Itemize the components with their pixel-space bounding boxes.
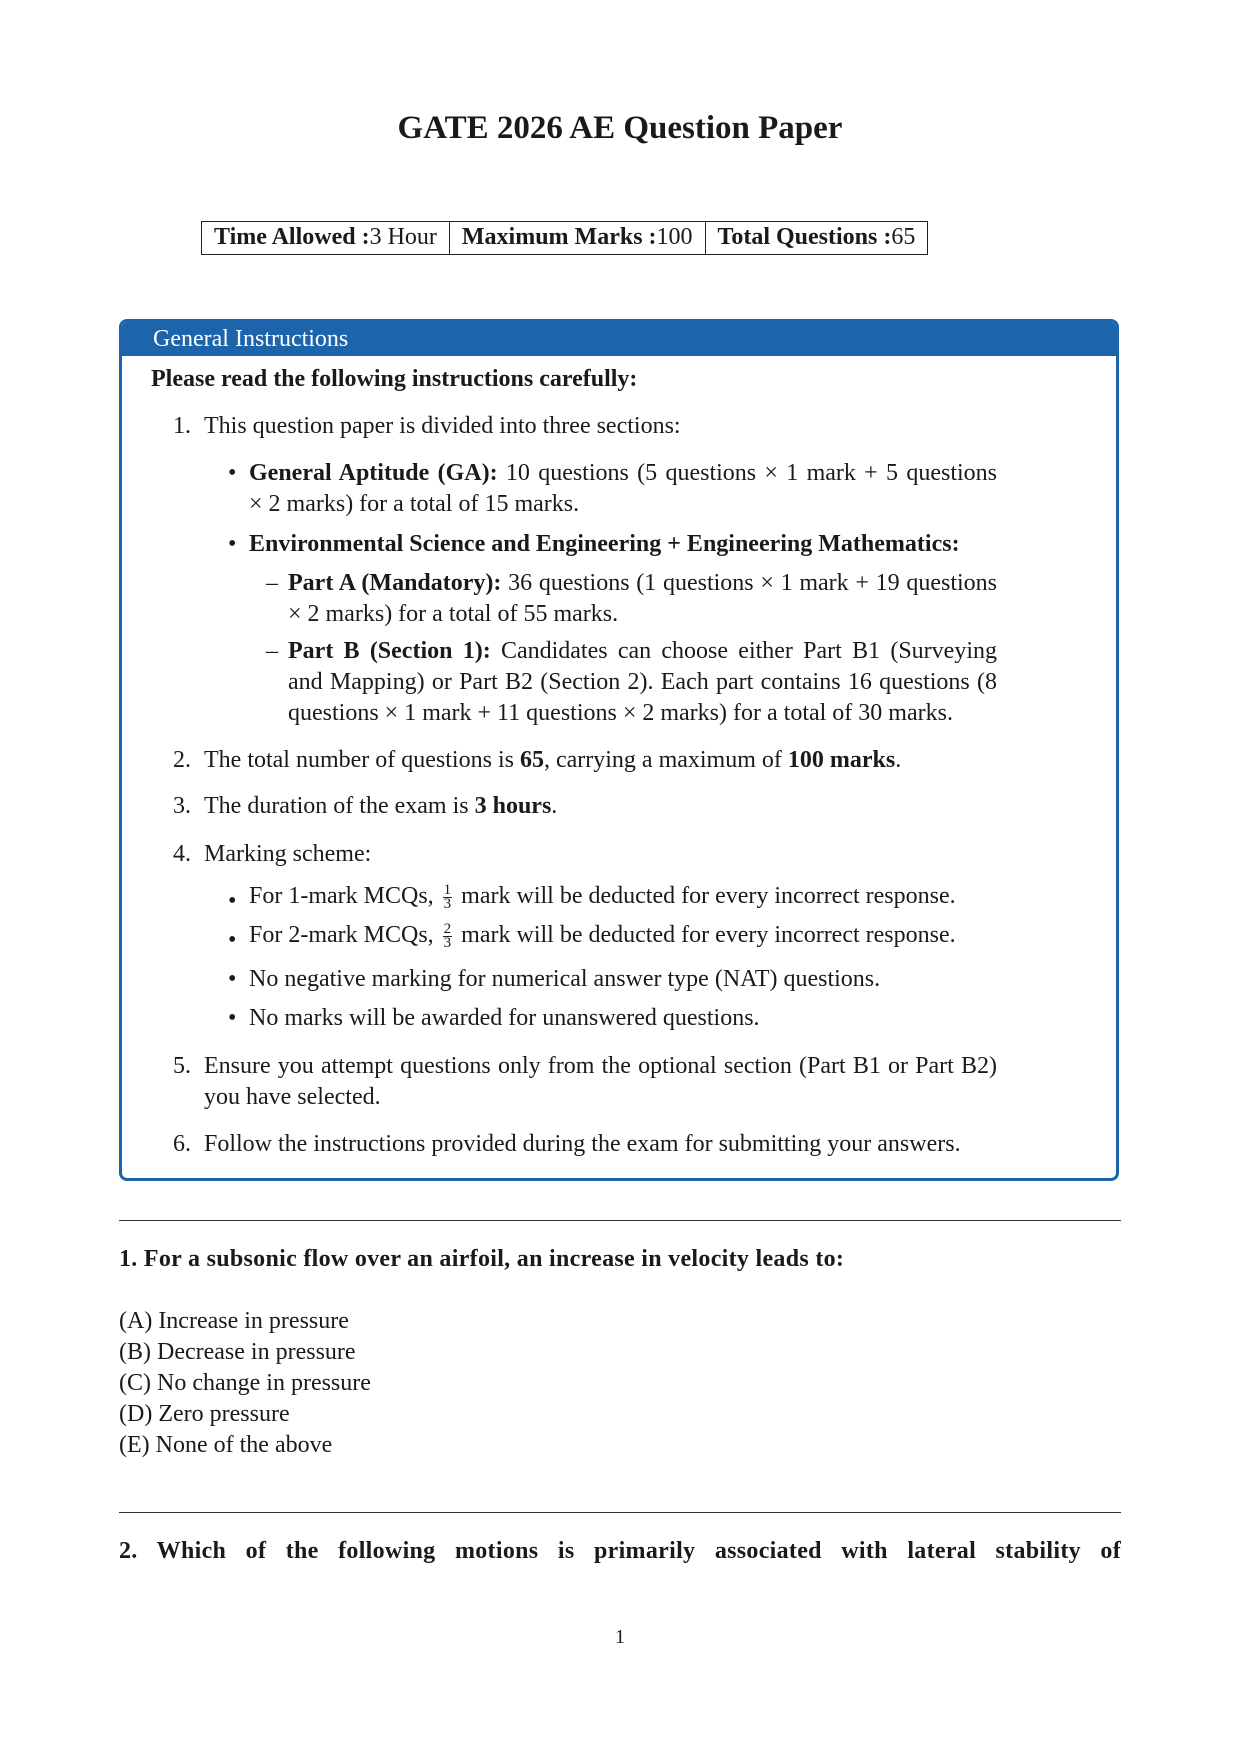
item-3-text-start: The duration of the exam is	[204, 793, 475, 819]
question-1-option-e: (E) None of the above	[119, 1432, 333, 1458]
fraction-denominator: 3	[443, 934, 452, 951]
item-2-text-end: .	[895, 747, 902, 773]
page-title: GATE 2026 AE Question Paper	[397, 110, 843, 146]
horizontal-divider	[119, 1220, 1121, 1221]
bullet-icon: •	[228, 460, 237, 486]
total-questions-value: 65	[891, 224, 916, 250]
negative-marking-1-mark	[249, 883, 956, 911]
item-6-text: Follow the instructions provided during the exam for submitting your answers.	[204, 1131, 961, 1157]
question-2-line	[119, 1538, 1121, 1565]
item-5-text-line-2: you have selected.	[204, 1084, 381, 1110]
part-a-text-line-1: 36 questions (1 questions × 1 mark + 19 questions	[508, 570, 997, 596]
item-2-text-middle: , carrying a maximum of	[543, 747, 788, 773]
maximum-marks-cell	[449, 222, 705, 255]
total-questions-cell	[705, 222, 928, 255]
fraction-denominator: 3	[443, 895, 452, 912]
item-3-number: 3.	[173, 793, 191, 819]
bullet-icon: •	[228, 1005, 237, 1031]
item-1-text: This question paper is divided into three sections:	[204, 413, 681, 439]
bullet-icon: •	[228, 888, 237, 914]
bullet-icon: •	[228, 927, 237, 953]
item-5-number: 5.	[173, 1053, 191, 1079]
fraction-numerator: 1	[443, 881, 452, 898]
one-third-fraction	[443, 881, 453, 912]
maximum-marks-label: Maximum Marks :	[461, 224, 657, 250]
duration-emphasis: 3 hours	[474, 793, 552, 819]
part-a-label: Part A (Mandatory):	[288, 570, 502, 596]
horizontal-divider	[119, 1512, 1121, 1513]
total-questions-emphasis: 65	[519, 747, 544, 773]
ga-section-line-1	[249, 460, 997, 487]
item-6-number: 6.	[173, 1131, 191, 1157]
negative-marking-2-mark	[249, 922, 956, 950]
part-b-line-1	[288, 638, 997, 665]
part-b-label: Part B (Section 1):	[288, 638, 491, 664]
question-1-option-a: (A) Increase in pressure	[119, 1308, 349, 1334]
bullet-1-text-end: mark will be deducted for every incorrect response.	[461, 883, 956, 909]
item-4-text: Marking scheme:	[204, 841, 372, 867]
question-1-option-d: (D) Zero pressure	[119, 1401, 290, 1427]
exam-info-table	[201, 221, 928, 255]
instructions-intro: Please read the following instructions carefully:	[151, 366, 638, 392]
ga-label: General Aptitude (GA):	[249, 460, 498, 486]
part-b-line-2	[288, 669, 997, 696]
part-a-line-1	[288, 570, 997, 597]
page-number: 1	[615, 1626, 625, 1648]
total-questions-label: Total Questions :	[717, 224, 892, 250]
ga-text-line-1: 10 questions (5 questions × 1 mark + 5 questions	[505, 460, 997, 486]
ese-label: Environmental Science and Engineering + Engineering Mathematics:	[249, 531, 960, 557]
part-b-text-line-1: Candidates can choose either Part B1 (Surveying	[500, 638, 997, 664]
fraction-numerator: 2	[443, 920, 452, 937]
item-3-text	[204, 793, 557, 820]
maximum-marks-emphasis: 100 marks	[787, 747, 896, 773]
part-b-text-line-3: questions × 1 mark + 11 questions × 2 marks) for a total of 30 marks.	[288, 700, 953, 726]
bullet-2-text-start: For 2-mark MCQs,	[249, 922, 434, 948]
dash-icon: –	[266, 638, 278, 664]
item-3-text-end: .	[551, 793, 558, 819]
time-allowed-label: Time Allowed :	[214, 224, 370, 250]
item-4-number: 4.	[173, 841, 191, 867]
item-2-number: 2.	[173, 747, 191, 773]
bullet-2-text-end: mark will be deducted for every incorrect response.	[461, 922, 956, 948]
instructions-header: General Instructions	[122, 322, 1116, 356]
item-5-text-line-1: Ensure you attempt questions only from the optional section (Part B1 or Part B2)	[204, 1053, 997, 1079]
item-2-text	[204, 747, 901, 774]
question-2-text: 2. Which of the following motions is primarily associated with lateral stability of	[119, 1538, 1121, 1564]
item-5-line-1	[204, 1053, 997, 1080]
item-1-number: 1.	[173, 413, 191, 439]
bullet-1-text-start: For 1-mark MCQs,	[249, 883, 434, 909]
bullet-icon: •	[228, 966, 237, 992]
unanswered-text: No marks will be awarded for unanswered questions.	[249, 1005, 760, 1031]
nat-marking-text: No negative marking for numerical answer type (NAT) questions.	[249, 966, 881, 992]
question-1-option-c: (C) No change in pressure	[119, 1370, 371, 1396]
time-allowed-cell	[202, 222, 450, 255]
bullet-icon: •	[228, 531, 237, 557]
ga-text-line-2: × 2 marks) for a total of 15 marks.	[249, 491, 580, 517]
part-b-text-line-2: and Mapping) or Part B2 (Section 2). Each part contains 16 questions (8	[288, 669, 997, 695]
question-1-option-b: (B) Decrease in pressure	[119, 1339, 356, 1365]
two-thirds-fraction	[443, 920, 453, 951]
general-instructions-box	[119, 319, 1119, 1181]
maximum-marks-value: 100	[656, 224, 693, 250]
item-2-text-start: The total number of questions is	[204, 747, 520, 773]
part-a-text-line-2: × 2 marks) for a total of 55 marks.	[288, 601, 619, 627]
dash-icon: –	[266, 570, 278, 596]
time-allowed-value: 3 Hour	[369, 224, 437, 250]
question-1-text: 1. For a subsonic flow over an airfoil, an increase in velocity leads to:	[119, 1246, 845, 1272]
